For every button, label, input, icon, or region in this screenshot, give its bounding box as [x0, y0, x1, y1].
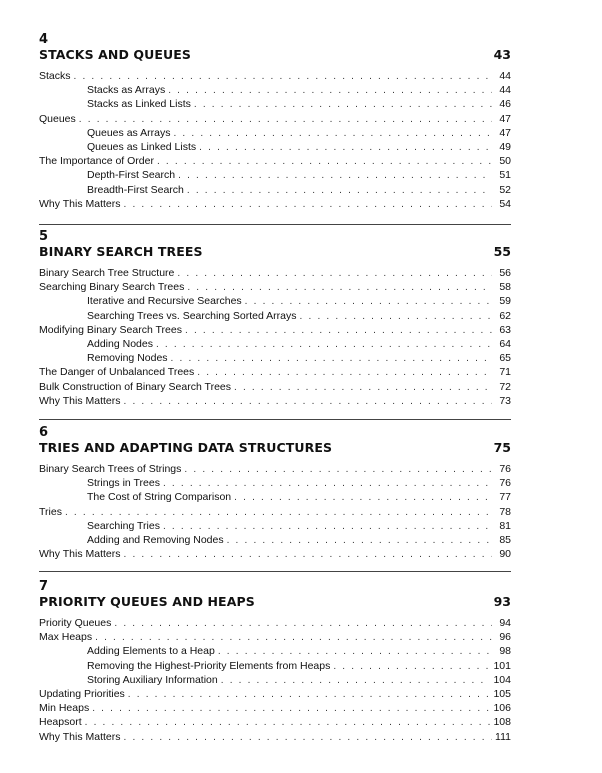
dot-leader: [65, 506, 492, 520]
toc-entry-page-number: 90: [499, 548, 511, 561]
dot-leader: [79, 113, 492, 127]
toc-section-entry[interactable]: [39, 380, 511, 394]
toc-entry-label: Adding Nodes: [87, 337, 153, 350]
toc-entry-label: Stacks as Arrays: [87, 84, 166, 97]
toc-section-entry[interactable]: [39, 266, 511, 280]
toc-entry-page-number: 104: [493, 673, 511, 686]
toc-entry-page-number: 44: [499, 70, 511, 82]
dot-leader: [124, 395, 493, 409]
toc-entry-page-number: 51: [499, 169, 511, 182]
toc-entry-page-number: 44: [499, 84, 511, 97]
toc-subsection-entry[interactable]: [39, 659, 511, 673]
toc-section-entry[interactable]: [39, 365, 511, 379]
dot-leader: [227, 534, 492, 548]
toc-subsection-entry[interactable]: [39, 533, 511, 547]
toc-entry-label: Updating Priorities: [39, 687, 125, 700]
dot-leader: [128, 688, 491, 702]
toc-subsection-entry[interactable]: [39, 309, 511, 323]
toc-section-entry[interactable]: [39, 715, 511, 729]
dot-leader: [178, 169, 492, 183]
chapter-number: 5: [39, 229, 49, 244]
toc-section-entry[interactable]: [39, 323, 511, 337]
toc-entry-label: Why This Matters: [39, 548, 121, 561]
dot-leader: [114, 617, 492, 631]
toc-entry-page-number: 47: [499, 126, 511, 139]
dot-leader: [245, 295, 492, 309]
toc-entry-label: Binary Search Tree Structure: [39, 267, 175, 279]
toc-entry-label: Searching Tries: [87, 519, 160, 532]
dot-leader: [163, 477, 492, 491]
toc-subsection-entry[interactable]: [39, 97, 511, 111]
chapter-entries: [39, 616, 511, 744]
toc-section-entry[interactable]: [39, 197, 511, 211]
toc-section-entry[interactable]: [39, 505, 511, 519]
chapter-number: 6: [39, 425, 49, 440]
dot-leader: [173, 127, 492, 141]
toc-entry-page-number: 54: [499, 197, 511, 210]
toc-entry-label: Searching Binary Search Trees: [39, 281, 185, 294]
toc-entry-label: Removing the Highest-Priority Elements from Heaps: [87, 659, 331, 672]
toc-entry-page-number: 78: [499, 505, 511, 518]
toc-entry-page-number: 73: [499, 394, 511, 407]
toc-entry-label: Removing Nodes: [87, 352, 168, 365]
toc-entry-label: The Importance of Order: [39, 155, 154, 168]
toc-entry-label: Breadth-First Search: [87, 183, 184, 196]
dot-leader: [124, 198, 493, 212]
toc-entry-label: Strings in Trees: [87, 477, 160, 490]
dot-leader: [157, 155, 492, 169]
chapter-title[interactable]: PRIORITY QUEUES AND HEAPS: [39, 594, 255, 609]
section-divider: [39, 224, 511, 225]
toc-entry-label: The Danger of Unbalanced Trees: [39, 366, 195, 379]
toc-subsection-entry[interactable]: [39, 490, 511, 504]
toc-entry-page-number: 85: [499, 533, 511, 546]
chapter-page-number[interactable]: 75: [493, 440, 511, 455]
toc-section-entry[interactable]: [39, 462, 511, 476]
chapter-title[interactable]: TRIES AND ADAPTING DATA STRUCTURES: [39, 440, 333, 455]
toc-entry-label: Stacks: [39, 70, 71, 82]
dot-leader: [184, 463, 492, 477]
dot-leader: [85, 716, 491, 730]
toc-entry-label: Queues as Linked Lists: [87, 140, 197, 153]
toc-entry-label: Why This Matters: [39, 730, 121, 743]
toc-entry-page-number: 63: [499, 323, 511, 336]
toc-section-entry[interactable]: [39, 280, 511, 294]
chapter-title[interactable]: BINARY SEARCH TREES: [39, 244, 203, 259]
toc-subsection-entry[interactable]: [39, 476, 511, 490]
toc-entry-label: Stacks as Linked Lists: [87, 98, 191, 111]
toc-section-entry[interactable]: [39, 701, 511, 715]
toc-entry-page-number: 64: [499, 337, 511, 350]
dot-leader: [218, 645, 492, 659]
toc-subsection-entry[interactable]: [39, 673, 511, 687]
toc-entry-page-number: 46: [499, 98, 511, 111]
toc-entry-page-number: 98: [499, 645, 511, 658]
toc-subsection-entry[interactable]: [39, 140, 511, 154]
chapter-page-number[interactable]: 93: [493, 594, 511, 609]
toc-entry-page-number: 96: [499, 631, 511, 644]
toc-entry-page-number: 47: [499, 112, 511, 125]
toc-entry-label: Why This Matters: [39, 197, 121, 210]
toc-section-entry[interactable]: [39, 394, 511, 408]
toc-entry-page-number: 111: [495, 730, 511, 743]
toc-section-entry[interactable]: [39, 112, 511, 126]
dot-leader: [187, 184, 492, 198]
toc-entry-page-number: 77: [499, 491, 511, 504]
toc-entry-page-number: 56: [499, 267, 511, 279]
chapter-number: 4: [39, 32, 49, 47]
toc-entry-label: Priority Queues: [39, 617, 112, 629]
dot-leader: [177, 267, 492, 281]
toc-subsection-entry[interactable]: [39, 644, 511, 658]
toc-entry-label: Depth-First Search: [87, 169, 176, 182]
toc-subsection-entry[interactable]: [39, 183, 511, 197]
toc-entry-label: Queues as Arrays: [87, 126, 171, 139]
dot-leader: [187, 281, 492, 295]
toc-section-entry[interactable]: [39, 730, 511, 744]
dot-leader: [185, 324, 492, 338]
toc-entry-label: Searching Trees vs. Searching Sorted Arrays: [87, 309, 297, 322]
toc-entry-page-number: 105: [493, 687, 511, 700]
toc-subsection-entry[interactable]: [39, 83, 511, 97]
toc-subsection-entry[interactable]: [39, 168, 511, 182]
toc-entry-label: Max Heaps: [39, 631, 93, 644]
dot-leader: [197, 366, 492, 380]
toc-entry-page-number: 62: [499, 309, 511, 322]
chapter-entries: [39, 69, 511, 211]
toc-entry-page-number: 59: [499, 295, 511, 308]
toc-section-entry[interactable]: [39, 630, 511, 644]
chapter-title[interactable]: STACKS AND QUEUES: [39, 47, 192, 62]
dot-leader: [234, 381, 492, 395]
toc-subsection-entry[interactable]: [39, 337, 511, 351]
toc-entry-label: Tries: [39, 505, 62, 518]
dot-leader: [333, 660, 490, 674]
toc-section-entry[interactable]: [39, 687, 511, 701]
toc-entry-page-number: 106: [493, 702, 511, 715]
toc-entry-page-number: 50: [499, 155, 511, 168]
toc-section-entry[interactable]: [39, 69, 511, 83]
toc-entry-page-number: 71: [499, 366, 511, 379]
chapter-number: 7: [39, 579, 49, 594]
toc-entry-page-number: 72: [499, 380, 511, 393]
dot-leader: [199, 141, 492, 155]
toc-entry-label: Storing Auxiliary Information: [87, 673, 218, 686]
toc-entry-page-number: 76: [499, 477, 511, 490]
toc-entry-page-number: 65: [499, 352, 511, 365]
dot-leader: [156, 338, 492, 352]
toc-entry-page-number: 81: [499, 519, 511, 532]
toc-entry-label: Heapsort: [39, 716, 82, 729]
toc-entry-label: Min Heaps: [39, 702, 90, 715]
dot-leader: [124, 731, 493, 745]
dot-leader: [300, 310, 492, 324]
dot-leader: [92, 702, 490, 716]
toc-entry-page-number: 49: [499, 140, 511, 153]
toc-subsection-entry[interactable]: [39, 351, 511, 365]
toc-entry-label: Bulk Construction of Binary Search Trees: [39, 380, 232, 393]
toc-entry-page-number: 108: [493, 716, 511, 729]
toc-entry-page-number: 76: [499, 463, 511, 475]
dot-leader: [168, 84, 492, 98]
dot-leader: [194, 98, 492, 112]
toc-entry-page-number: 52: [499, 183, 511, 196]
toc-subsection-entry[interactable]: [39, 126, 511, 140]
dot-leader: [234, 491, 492, 505]
toc-entry-label: Binary Search Trees of Strings: [39, 463, 182, 475]
dot-leader: [171, 352, 492, 366]
chapter-entries: [39, 266, 511, 408]
toc-entry-label: Queues: [39, 112, 76, 125]
section-divider: [39, 419, 511, 420]
toc-section-entry[interactable]: [39, 547, 511, 561]
toc-entry-label: The Cost of String Comparison: [87, 491, 232, 504]
toc-entry-page-number: 94: [499, 617, 511, 629]
toc-entry-label: Why This Matters: [39, 394, 121, 407]
section-divider: [39, 571, 511, 572]
toc-entry-page-number: 101: [493, 659, 511, 672]
toc-subsection-entry[interactable]: [39, 519, 511, 533]
chapter-entries: [39, 462, 511, 561]
dot-leader: [221, 674, 491, 688]
toc-section-entry[interactable]: [39, 616, 511, 630]
toc-entry-label: Adding Elements to a Heap: [87, 645, 215, 658]
toc-entry-label: Iterative and Recursive Searches: [87, 295, 242, 308]
dot-leader: [163, 520, 492, 534]
toc-entry-page-number: 58: [499, 281, 511, 294]
dot-leader: [124, 548, 493, 562]
chapter-page-number[interactable]: 43: [493, 47, 511, 62]
toc-entry-label: Modifying Binary Search Trees: [39, 323, 182, 336]
dot-leader: [74, 70, 492, 84]
toc-subsection-entry[interactable]: [39, 294, 511, 308]
dot-leader: [95, 631, 492, 645]
toc-section-entry[interactable]: [39, 154, 511, 168]
toc-entry-label: Adding and Removing Nodes: [87, 533, 224, 546]
chapter-page-number[interactable]: 55: [493, 244, 511, 259]
